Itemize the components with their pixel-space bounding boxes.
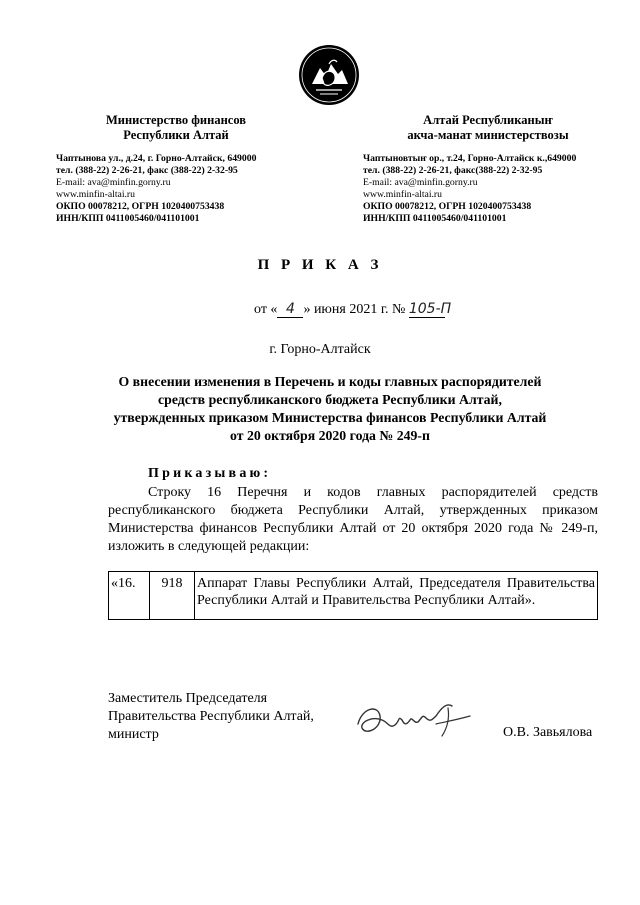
phone-text: тел. (388-22) 2-26-21, факс(388-22) 2-32-95 <box>363 165 543 176</box>
subject-line: от 20 октября 2020 года № 249-п <box>230 428 430 443</box>
org-name-ru <box>56 113 296 143</box>
subject-line: О внесении изменения в Перечень и коды главных распорядителей <box>118 374 542 389</box>
signatory-title-line: министр <box>108 727 159 742</box>
phone-text: тел. (388-22) 2-26-21, факс (388-22) 2-32-95 <box>56 165 238 176</box>
website-text: www.minfin-altai.ru <box>56 189 136 200</box>
email-text: E-mail: ava@minfin.gorny.ru <box>56 177 171 188</box>
signatory-name: О.В. Завьялова <box>503 725 593 740</box>
entry-table <box>108 571 598 620</box>
org-name-alt <box>363 113 613 143</box>
signatory-title <box>108 690 314 744</box>
table-row <box>109 572 598 620</box>
inn-text: ИНН/КПП 0411005460/041101001 <box>363 213 507 224</box>
row-number-cell: «16. <box>109 572 150 620</box>
body-paragraph: Строку 16 Перечня и кодов главных распорядителей средств республиканского бюджета Республики Алтай, утвержденных приказом Министерства финансов Республики Алтай от 20 октября 2020 года № 249-п, изложить в следующей редакции: <box>108 485 598 554</box>
republic-emblem-icon <box>298 44 360 106</box>
address-text: Чаптыновтыҥ ор., т.24, Горно-Алтайск к.,649000 <box>363 153 577 164</box>
email-text: E-mail: ava@minfin.gorny.ru <box>363 177 478 188</box>
document-title: П Р И К А З <box>257 257 383 273</box>
header-left-block <box>56 113 296 225</box>
address-text: Чаптынова ул., д.24, г. Горно-Алтайск, 649000 <box>56 153 257 164</box>
org-name-line: акча-манат министерствозы <box>407 128 569 142</box>
org-name-line: Министерство финансов <box>105 113 247 127</box>
header-right-block <box>363 113 613 225</box>
signatory-title-line: Правительства Республики Алтай, <box>108 709 314 724</box>
document-subject <box>90 373 570 445</box>
subject-line: утвержденных приказом Министерства финансов Республики Алтай <box>113 410 547 425</box>
org-name-line: Республики Алтай <box>123 128 229 142</box>
website-text: www.minfin-altai.ru <box>363 189 443 200</box>
handwritten-signature <box>352 694 482 744</box>
inn-text: ИНН/КПП 0411005460/041101001 <box>56 213 200 224</box>
date-text: » июня 2021 г. № <box>303 302 406 317</box>
city-text: г. Горно-Алтайск <box>269 342 371 357</box>
handwritten-day: 4 <box>277 301 303 318</box>
handwritten-number: 105-П <box>408 301 452 317</box>
date-prefix: от « <box>254 302 278 317</box>
date-line <box>254 301 452 318</box>
org-name-line: Алтай Республиканыҥ <box>423 113 553 127</box>
signatory-title-line: Заместитель Председателя <box>108 691 268 706</box>
okpo-text: ОКПО 00078212, ОГРН 1020400753438 <box>363 201 532 212</box>
subject-line: средств республиканского бюджета Республики Алтай, <box>158 392 502 407</box>
name-cell: Аппарат Главы Республики Алтай, Председателя Правительства Республики Алтай и Правительства Республики Алтай». <box>195 572 598 620</box>
okpo-text: ОКПО 00078212, ОГРН 1020400753438 <box>56 201 225 212</box>
code-cell: 918 <box>150 572 195 620</box>
order-keyword: Приказываю: <box>148 466 272 481</box>
